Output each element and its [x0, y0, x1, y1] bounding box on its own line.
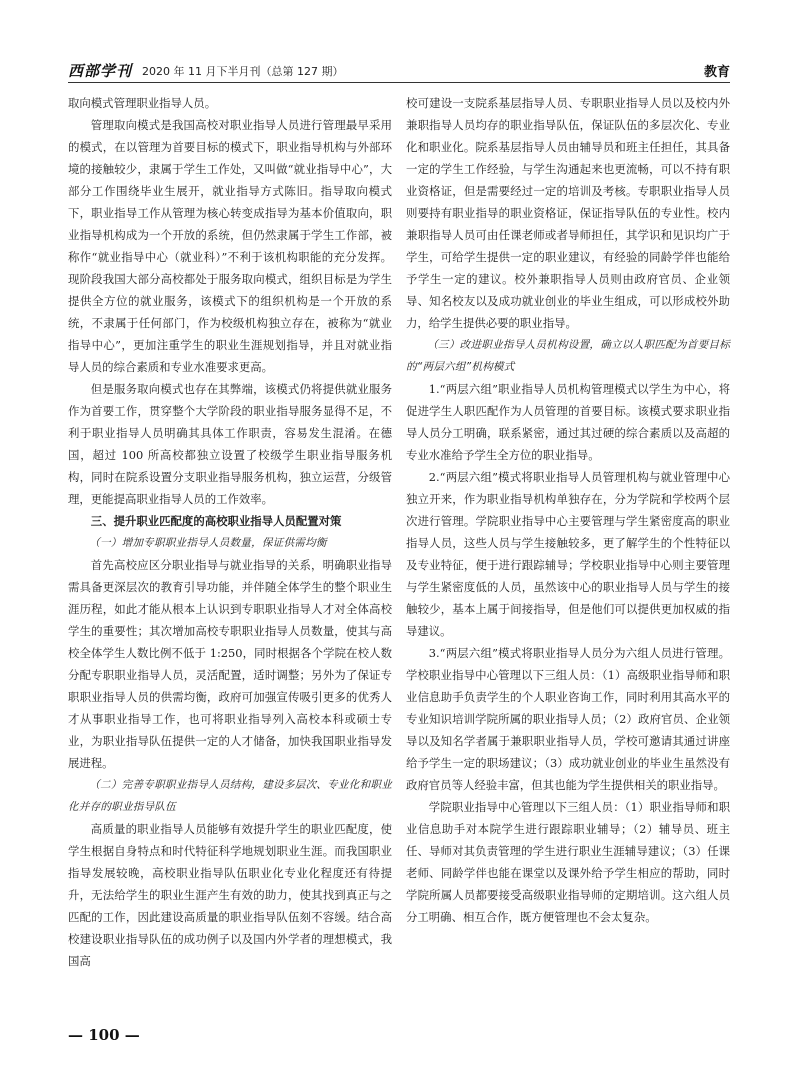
journal-logo: 西部学刊: [68, 62, 133, 80]
paragraph: 管理取向模式是我国高校对职业指导人员进行管理最早采用的模式，在以管理为首要目标的模式下，职业指导机构与外部环境的接触较少，隶属于学生工作处，又叫做“就业指导中心”，大部分工作围绕毕业生展开，就业指导方式陈旧。指导取向模式下，职业指导工作从管理为核心转变成指导为基本价值取向，职业指导机构成为一个开放的系统，但仍然隶属于学生工作部，被称作“就业指导中心（就业科）”不利于该机构职能的充分发挥。现阶段我国大部分高校都处于服务取向模式，组织目标是为学生提供全方位的就业服务，该模式下的组织机构是一个开放的系统，不隶属于任何部门，作为校级机构独立存在，被称为“就业指导中心”，更加注重学生的职业生涯规划指导，并且对就业指导人员的综合素质和专业水准要求更高。: [68, 118, 392, 374]
page-number: — 100 —: [68, 1026, 140, 1044]
paragraph: 但是服务取向模式也存在其弊端，该模式仍将提供就业服务作为首要工作，贯穿整个大学阶段的职业指导服务显得不足，不利于职业指导人员明确其具体工作职责，容易发生混淆。在德国，超过 100 所高校都独立设置了校级学生职业指导服务机构，同时在院系设置分支职业指导服务机构，独立运营，分级管理，更能提高职业指导人员的工作效率。: [68, 382, 392, 506]
paragraph: 3.“两层六组”模式将职业指导人员分为六组人员进行管理。学校职业指导中心管理以下三组人员：（1）高级职业指导师和职业信息助手负责学生的个人职业咨询工作，同时利用其高水平的专业知识培训学院所属的职业指导人员；（2）政府官员、企业领导以及知名学者属于兼职职业指导人员，学校可邀请其通过讲座给予学生一定的职场建议；（3）成功就业创业的毕业生虽然没有政府官员等人经验丰富，但其也能为学生提供相关的职业指导。: [406, 646, 730, 792]
paragraph: 1.“两层六组”职业指导人员机构管理模式以学生为中心，将促进学生人职匹配作为人员管理的首要目标。该模式要求职业指导人员分工明确，联系紧密，通过其过硬的综合素质以及高超的专业水准给予学生全方位的职业指导。: [406, 382, 730, 462]
paragraph: 2.“两层六组”模式将职业指导人员管理机构与就业管理中心独立开来，作为职业指导机构单独存在，分为学院和学校两个层次进行管理。学院职业指导中心主要管理与学生紧密度高的职业指导人员，这些人员与学生接触较多，更了解学生的个性特征以及专业特征，便于进行跟踪辅导；学校职业指导中心则主要管理与学生紧密度低的人员，虽然该中心的职业指导人员与学生的接触较少，基本上属于间接指导，但是他们可以提供更加权威的指导建议。: [406, 470, 730, 638]
paragraph: 高质量的职业指导人员能够有效提升学生的职业匹配度，使学生根据自身特点和时代特征科学地规划职业生涯。而我国职业指导发展较晚，高校职业指导队伍职业化专业化程度还有待提升，无法给学生的职业生涯产生有效的助力，使其找到真正与之匹配的工作，因此建设高质量的职业指导队伍刻不容缓。结合高校建设职业指导队伍的成功例子以及国内外学者的理想模式，我国高: [68, 822, 392, 968]
subsection-heading: （三）改进职业指导人员机构设置，确立以人职匹配为首要目标的“两层六组”机构模式: [406, 339, 730, 373]
subsection-heading: （二）完善专职职业指导人员结构，建设多层次、专业化和职业化并存的职业指导队伍: [68, 779, 392, 813]
right-column: [406, 92, 730, 928]
journal-issue: 2020 年 11 月下半月刊（总第 127 期）: [142, 65, 344, 78]
section-tag: 教育: [703, 65, 730, 80]
paragraph: 学院职业指导中心管理以下三组人员：（1）职业指导师和职业信息助手对本院学生进行跟踪职业辅导；（2）辅导员、班主任、导师对其负责管理的学生进行职业生涯辅导建议；（3）任课老师、同龄学伴也能在课堂以及课外给予学生相应的帮助，同时学院所属人员都要接受高级职业指导师的定期培训。这六组人员分工明确、相互合作，既方便管理也不会太复杂。: [406, 800, 730, 924]
paragraph: 取向模式管理职业指导人员。: [68, 96, 217, 110]
subsection-heading: （一）增加专职职业指导人员数量，保证供需均衡: [89, 537, 327, 549]
paragraph: 校可建设一支院系基层指导人员、专职职业指导人员以及校内外兼职指导人员均存的职业指导队伍，保证队伍的多层次化、专业化和职业化。院系基层指导人员由辅导员和班主任担任，其具备一定的学生工作经验，与学生沟通起来也更流畅，可以不持有职业资格证，但是需要经过一定的培训及考核。专职职业指导人员则要持有职业指导的职业资格证，保证指导队伍的专业性。校内兼职指导人员可由任课老师或者导师担任，其学识和见识均广于学生，可给学生提供一定的职业建议，有经验的同龄学伴也能给予学生一定的建议。校外兼职指导人员则由政府官员、企业领导、知名校友以及成功就业创业的毕业生组成，可以形成校外助力，给学生提供必要的职业指导。: [406, 96, 730, 330]
section-heading: 三、提升职业匹配度的高校职业指导人员配置对策: [90, 514, 342, 528]
paragraph: 首先高校应区分职业指导与就业指导的关系，明确职业指导需具备更深层次的教育引导功能，并伴随全体学生的整个职业生涯历程，如此才能从根本上认识到专职职业指导人才对全体高校学生的重要性；其次增加高校专职职业指导人员数量，使其与高校全体学生人数比例不低于 1:250，同时根据各个学院在校人数分配专职职业指导人员，灵活配置，适时调整；另外为了保证专职职业指导人员的供需均衡，政府可加强宣传吸引更多的优秀人才从事职业指导工作，也可将职业指导列入高校本科或硕士专业，为职业指导队伍提供一定的人才储备，加快我国职业指导发展进程。: [68, 558, 392, 770]
left-column: [68, 92, 392, 972]
page-header: [68, 58, 730, 83]
